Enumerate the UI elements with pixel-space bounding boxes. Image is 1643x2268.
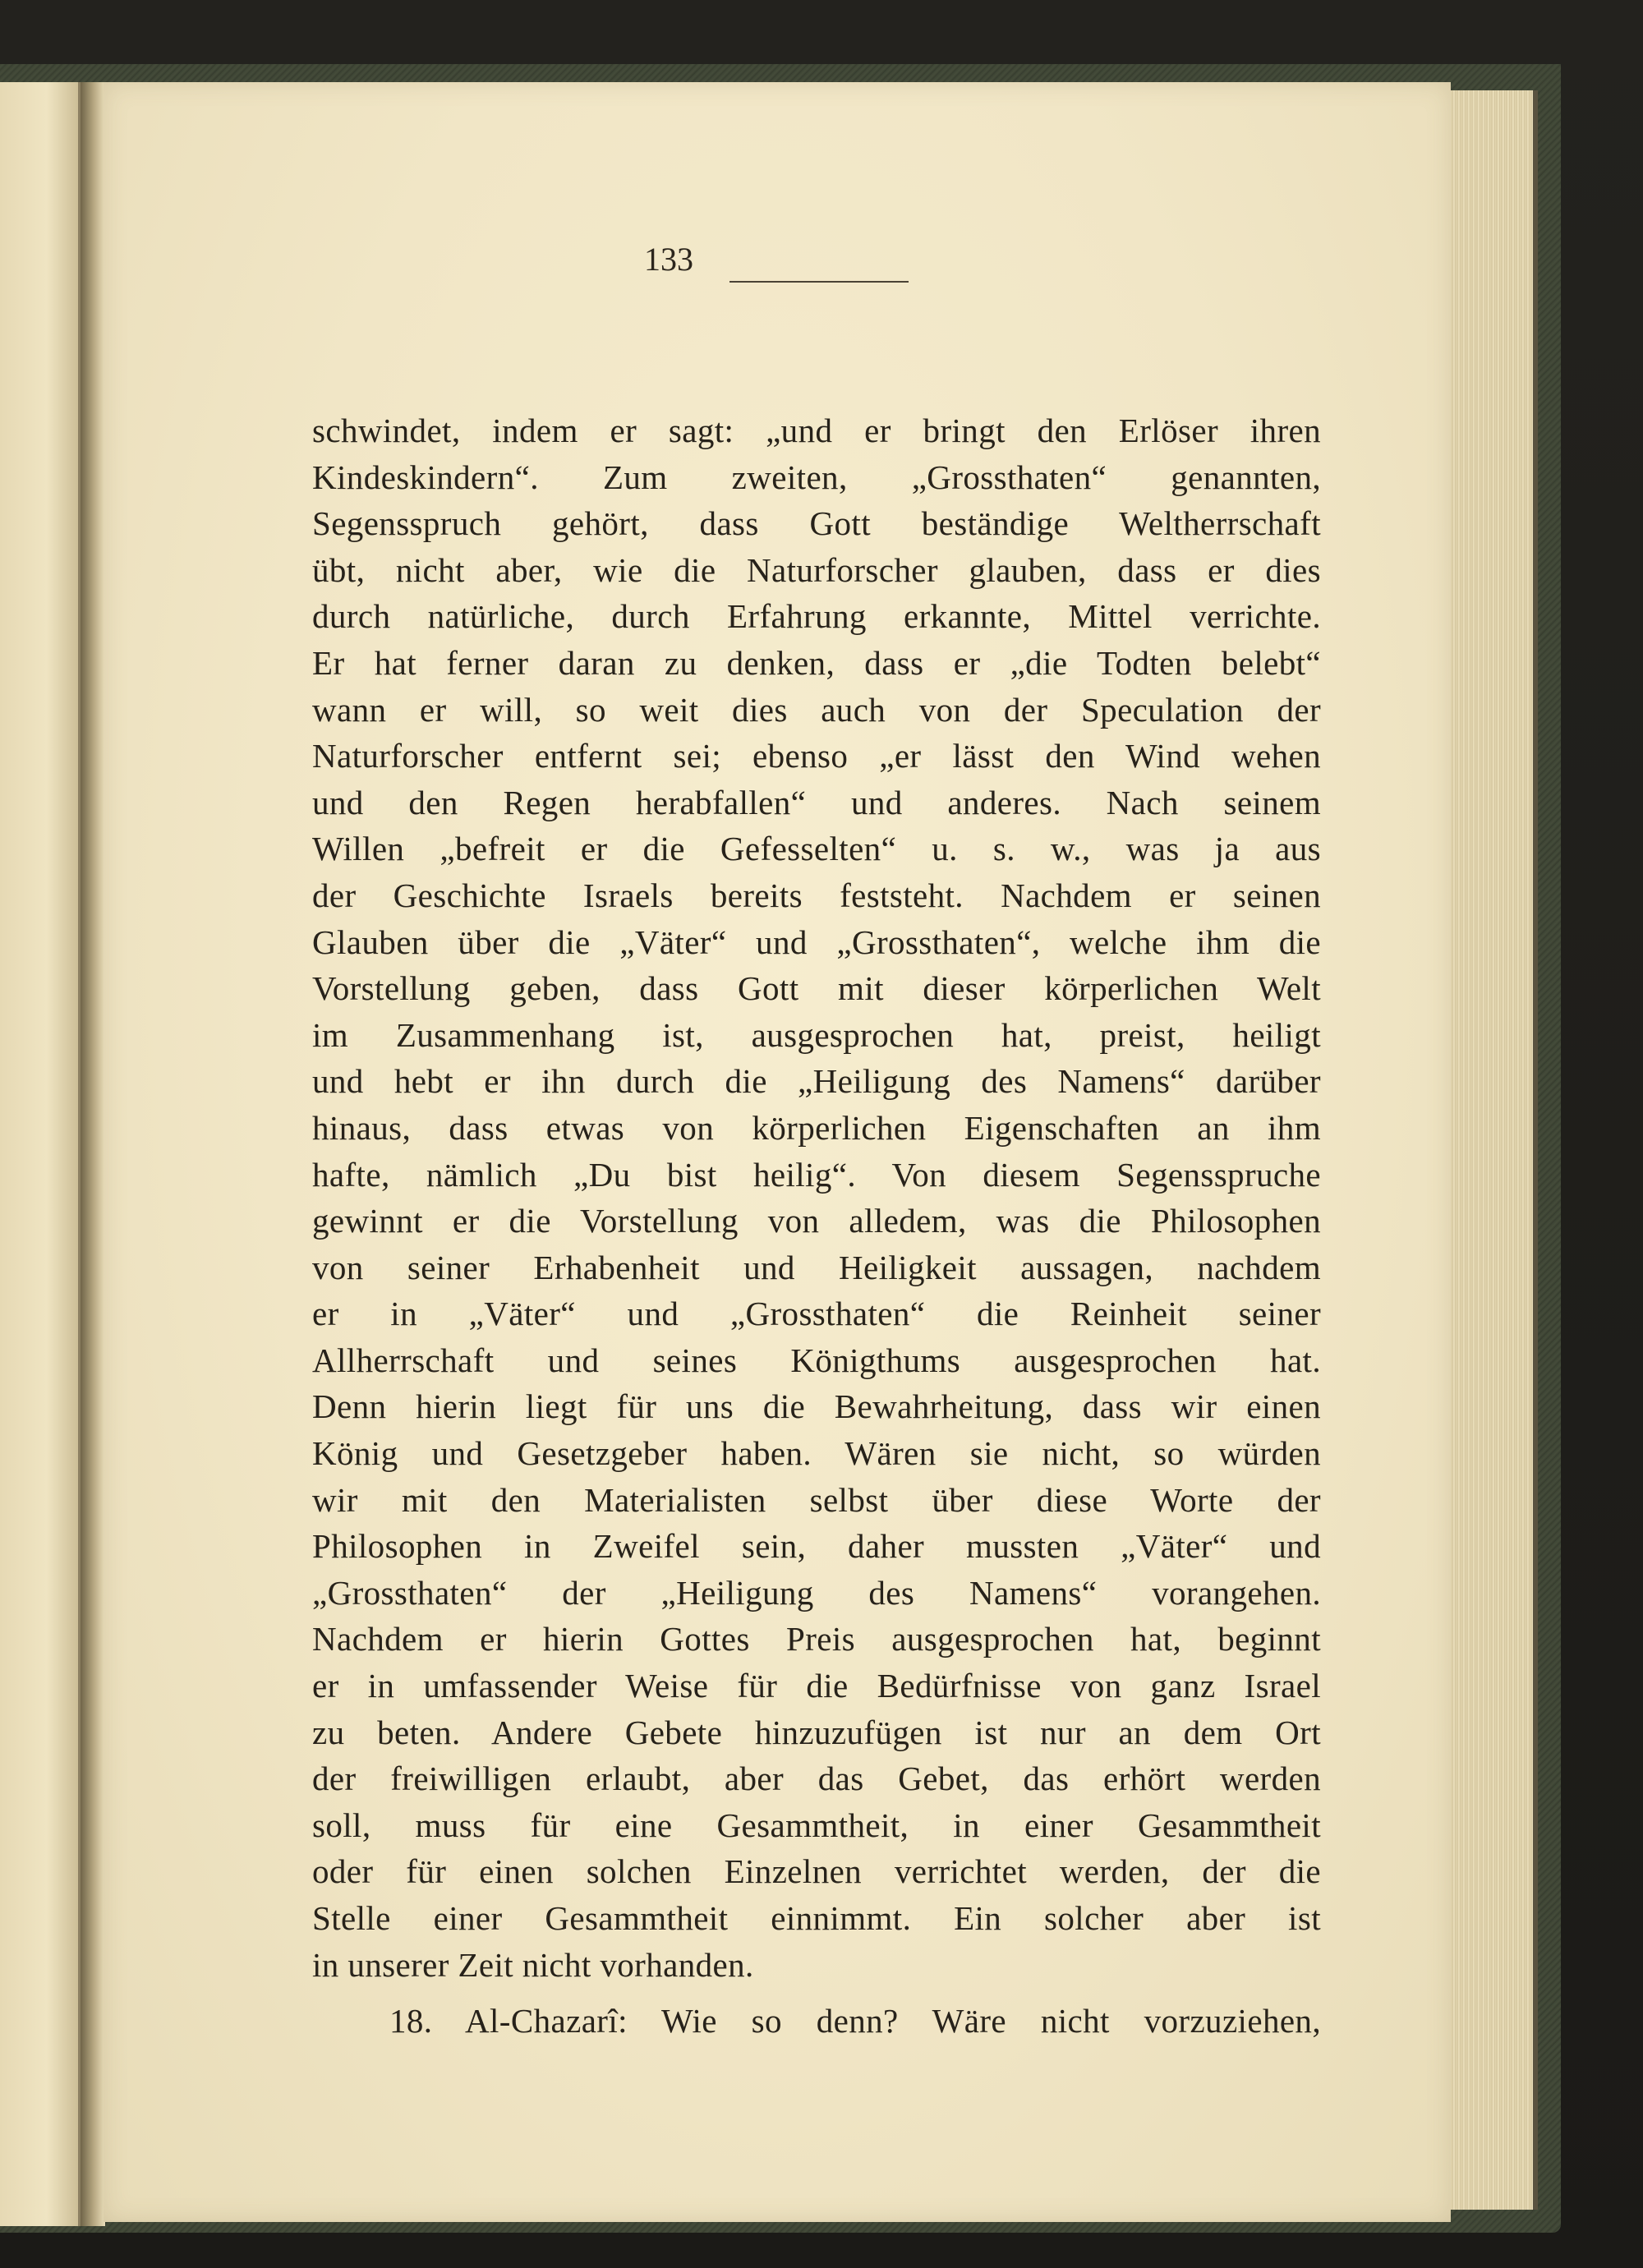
- page-body-text: [312, 407, 1321, 2045]
- text-line: zu beten. Andere Gebete hinzuzufügen ist nur an dem Ort: [312, 1713, 1321, 1751]
- text-line: hinaus, dass etwas von körperlichen Eigenschaften an ihm: [312, 1108, 1321, 1147]
- text-line: Naturforscher entfernt sei; ebenso „er lässt den Wind wehen: [312, 737, 1321, 775]
- text-line: im Zusammenhang ist, ausgesprochen hat, preist, heiligt: [312, 1015, 1321, 1054]
- book-page: [104, 82, 1451, 2222]
- text-line: König und Gesetzgeber haben. Wären sie nicht, so würden: [312, 1434, 1321, 1473]
- page-number: 133: [644, 241, 693, 278]
- text-line: der Geschichte Israels bereits feststeht. Nachdem er seinen: [312, 876, 1321, 914]
- page-block-edges: [1451, 90, 1538, 2210]
- previous-page-edge: [0, 82, 81, 2226]
- text-line: Nachdem er hierin Gottes Preis ausgesprochen hat, beginnt: [312, 1620, 1321, 1658]
- text-line: oder für einen solchen Einzelnen verrichtet werden, der die: [312, 1852, 1321, 1891]
- text-line: Philosophen in Zweifel sein, daher mussten „Väter“ und: [312, 1527, 1321, 1566]
- book-gutter: [81, 82, 105, 2226]
- text-line: wir mit den Materialisten selbst über diese Worte der: [312, 1480, 1321, 1519]
- text-line: Stelle einer Gesammtheit einnimmt. Ein solcher aber ist: [312, 1899, 1321, 1937]
- text-line: und den Regen herabfallen“ und anderes. Nach seinem: [312, 783, 1321, 821]
- text-line: von seiner Erhabenheit und Heiligkeit aussagen, nachdem: [312, 1248, 1321, 1286]
- text-line: er in umfassender Weise für die Bedürfnisse von ganz Israel: [312, 1667, 1321, 1705]
- text-line: Vorstellung geben, dass Gott mit dieser körperlichen Welt: [312, 969, 1321, 1008]
- text-line: Segensspruch gehört, dass Gott beständige Weltherrschaft: [312, 504, 1321, 543]
- text-line: Willen „befreit er die Gefesselten“ u. s. w., was ja aus: [312, 830, 1321, 868]
- text-line: wann er will, so weit dies auch von der Speculation der: [312, 690, 1321, 729]
- text-line: und hebt er ihn durch die „Heiligung des Namens“ darüber: [312, 1062, 1321, 1101]
- paragraph-gap: [312, 1988, 1321, 1998]
- text-line: Kindeskindern“. Zum zweiten, „Grossthaten“ genannten,: [312, 458, 1321, 496]
- text-line: soll, muss für eine Gesammtheit, in einer Gesammtheit: [312, 1806, 1321, 1844]
- text-line: schwindet, indem er sagt: „und er bringt den Erlöser ihren: [312, 412, 1321, 449]
- text-line: Er hat ferner daran zu denken, dass er „die Todten belebt“: [312, 643, 1321, 682]
- text-line: Denn hierin liegt für uns die Bewahrheitung, dass wir einen: [312, 1387, 1321, 1426]
- text-line: Allherrschaft und seines Königthums ausgesprochen hat.: [312, 1341, 1321, 1379]
- text-line: gewinnt er die Vorstellung von alledem, was die Philosophen: [312, 1202, 1321, 1240]
- text-line: hafte, nämlich „Du bist heilig“. Von diesem Segensspruche: [312, 1155, 1321, 1194]
- header-rule: [729, 281, 909, 283]
- text-line: der freiwilligen erlaubt, aber das Gebet, das erhört werden: [312, 1760, 1321, 1798]
- text-line: „Grossthaten“ der „Heiligung des Namens“ vorangehen.: [312, 1573, 1321, 1612]
- text-line: in unserer Zeit nicht vorhanden.: [312, 1945, 754, 1984]
- text-line: durch natürliche, durch Erfahrung erkannte, Mittel verrichte.: [312, 597, 1321, 636]
- text-line-paragraph-start: 18. Al-Chazarî: Wie so denn? Wäre nicht vorzuziehen,: [389, 2002, 1321, 2040]
- text-line: er in „Väter“ und „Grossthaten“ die Reinheit seiner: [312, 1295, 1321, 1333]
- text-line: Glauben über die „Väter“ und „Grossthaten“, welche ihm die: [312, 922, 1321, 961]
- text-line: übt, nicht aber, wie die Naturforscher glauben, dass er dies: [312, 550, 1321, 589]
